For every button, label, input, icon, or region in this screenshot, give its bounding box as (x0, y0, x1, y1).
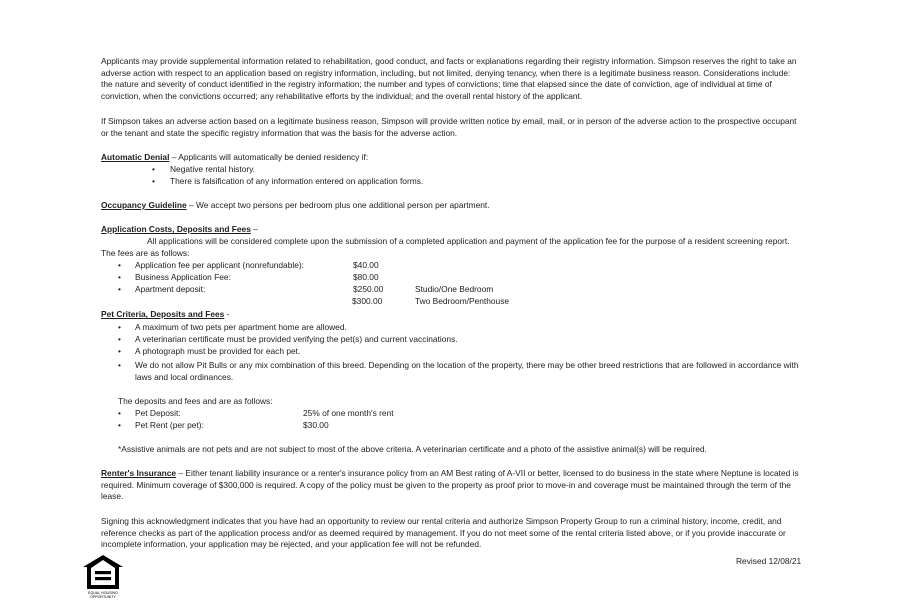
pet-item: A veterinarian certificate must be provided verifying the pet(s) and current vaccinations. (135, 334, 458, 344)
pet-heading-suffix: - (224, 309, 230, 319)
denial-item: There is falsification of any information entered on application forms. (170, 176, 424, 186)
fee-amount: $300.00 (352, 296, 383, 306)
automatic-denial-section (101, 152, 801, 164)
pet-heading-line (101, 309, 801, 321)
pet-fees-intro: The deposits and fees and are as follows: (118, 396, 273, 406)
logo-text-line: EQUAL HOUSING (88, 591, 118, 595)
bullet: • (118, 420, 121, 430)
insurance-text: – Either tenant liability insurance or a renter's insurance policy from an AM Best rating of A-VII or better, licensed to do business in the state where Neptune is located is required. Minimum coverage of $300,000 is required. A copy of the policy must be given to the property as proof prior to move-in and coverage must be maintained through the term of the lease. (101, 468, 799, 502)
insurance-heading: Renter's Insurance (101, 468, 177, 478)
costs-heading-line (101, 224, 801, 236)
fee-amount: $80.00 (353, 272, 379, 282)
costs-heading: Application Costs, Deposits and Fees (101, 224, 251, 234)
insurance-section (101, 468, 801, 503)
bullet: • (118, 272, 121, 282)
fee-amount: $40.00 (353, 260, 379, 270)
bullet: • (118, 322, 121, 332)
acknowledgment-paragraph: Signing this acknowledgment indicates that you have had an opportunity to review our rental criteria and authorize Simpson Property Group to run a criminal history, income, credit, and reference checks as part of the application process and/or as deemed required by management. If you do not meet some of the rental criteria listed above, or if you provide inaccurate or incomplete information, your application may be rejected, and your application fee will not be refunded. (101, 516, 786, 550)
bullet: • (118, 360, 121, 370)
bullet: • (118, 346, 121, 356)
equal-housing-logo (80, 553, 126, 599)
bullet: • (118, 284, 121, 294)
revised-date: Revised 12/08/21 (736, 556, 802, 566)
pet-fee-label: Pet Deposit: (135, 408, 181, 418)
occupancy-section (101, 200, 801, 212)
fee-note: Two Bedroom/Penthouse (415, 296, 510, 306)
logo-text-line: OPPORTUNITY (90, 595, 116, 599)
pet-fee-value: $30.00 (303, 420, 329, 430)
pet-item: A maximum of two pets per apartment home are allowed. (135, 322, 347, 332)
bullet: • (152, 176, 155, 186)
house-icon (80, 553, 126, 599)
assistive-animals-note: *Assistive animals are not pets and are not subject to most of the above criteria. A veterinarian certificate and a photo of the assistive animal(s) will be required. (118, 444, 707, 454)
fee-label: Business Application Fee: (135, 272, 231, 282)
pet-item: A photograph must be provided for each pet. (135, 346, 301, 356)
fee-amount: $250.00 (353, 284, 384, 294)
automatic-denial-heading: Automatic Denial (101, 152, 170, 162)
denial-item: Negative rental history. (170, 164, 256, 174)
bullet: • (152, 164, 155, 174)
automatic-denial-text: – Applicants will automatically be denied residency if: (169, 152, 369, 162)
occupancy-heading: Occupancy Guideline (101, 200, 187, 210)
pet-fee-value: 25% of one month's rent (303, 408, 394, 418)
pet-item: We do not allow Pit Bulls or any mix combination of this breed. Depending on the location of the property, there may be other breed restrictions that are followed in accordance with laws and local ordinances. (135, 360, 799, 382)
adverse-action-paragraph: If Simpson takes an adverse action based on a legitimate business reason, Simpson will provide written notice by email, mail, or in person of the adverse action to the prospective occupant or the tenant and state the specific registry information that was the basis for the adverse action. (101, 116, 797, 138)
pet-fee-label: Pet Rent (per pet): (135, 420, 204, 430)
bullet: • (118, 408, 121, 418)
occupancy-text: – We accept two persons per bedroom plus one additional person per apartment. (186, 200, 490, 210)
costs-heading-suffix: – (250, 224, 258, 234)
costs-intro: All applications will be considered complete upon the submission of a completed application and payment of the application fee for the purpose of a resident screening report. The fees are as follows: (101, 236, 790, 258)
pet-heading: Pet Criteria, Deposits and Fees (101, 309, 225, 319)
registry-paragraph: Applicants may provide supplemental information related to rehabilitation, good conduct, and facts or explanations regarding their registry information. Simpson reserves the right to take an adverse action with respect to an application based on registry information, including, but not limited, denying tenancy, when there is a legitimate business reason. Considerations include: the nature and severity of conduct identified in the registry information; the number and types of convictions; time that elapsed since the date of conviction, age of individual at time of conviction, when the convictions occurred; any rehabilitative efforts by the individual; and the overall rental history of the applicant. (101, 56, 797, 101)
fee-label: Apartment deposit: (135, 284, 206, 294)
bullet: • (118, 334, 121, 344)
fee-label: Application fee per applicant (nonrefundable): (135, 260, 305, 270)
fee-note: Studio/One Bedroom (415, 284, 494, 294)
bullet: • (118, 260, 121, 270)
